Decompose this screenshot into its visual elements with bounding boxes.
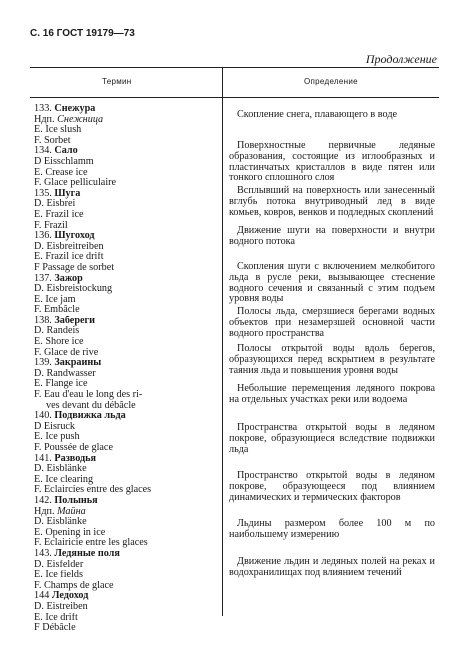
term-title: Ледоход (51, 591, 89, 602)
definition (229, 307, 435, 339)
language-prefix: E. (34, 337, 43, 348)
language-prefix: E. (34, 474, 43, 485)
term-variant: Ice drift (45, 612, 78, 623)
term-translation (34, 242, 220, 253)
definition-text: Всплывший на поверхность или занесенный вглубь потока внутриводный лед в виде комьев, ковров, венков и подледных скоплений (229, 185, 435, 218)
term-number: 135. (34, 188, 52, 199)
term-variant: Embâcle (43, 305, 80, 316)
language-prefix: F. (34, 390, 42, 401)
definition (229, 557, 435, 579)
continuation-label: Продолжение (365, 52, 437, 66)
language-prefix: D (34, 156, 42, 167)
term-number: 142. (34, 495, 52, 506)
term-translation (34, 528, 220, 539)
definition (229, 141, 435, 184)
term-title: Сало (54, 146, 78, 157)
term-title: Шугоход (54, 231, 95, 242)
definition (229, 262, 435, 305)
definition-text: Движение льдин и ледяных полей на реках и водохранилищах под влиянием течений (229, 556, 435, 578)
language-prefix: D. (34, 517, 44, 528)
term-translation (34, 178, 220, 189)
term-heading (34, 496, 220, 507)
term-number: 139. (34, 358, 52, 369)
term-variant: Eisbreistockung (46, 284, 113, 295)
term-variant: Eclaircies entre des glaces (43, 485, 152, 496)
term-variant: Ice slush (45, 125, 82, 136)
definition (229, 110, 435, 121)
term-number: 134. (34, 146, 52, 157)
language-prefix: E. (34, 294, 43, 305)
term-number: 143. (34, 548, 52, 559)
term-translation (34, 485, 220, 496)
definition-text: Полосы открытой воды вдоль берегов, образующихся перед вскрытием в результате таяния льда и повышения уровня воды (229, 343, 435, 376)
language-prefix: D. (34, 326, 44, 337)
term-translation (34, 263, 220, 274)
language-prefix: D. (34, 464, 44, 475)
language-prefix: D. (34, 559, 44, 570)
term-title: Полынья (54, 495, 98, 506)
language-prefix: F. (34, 538, 42, 549)
term-heading (34, 591, 220, 602)
term-variant: Ice fields (45, 570, 83, 581)
term-number: 140. (34, 411, 52, 422)
term-heading (34, 231, 220, 242)
language-prefix: E. (34, 209, 43, 220)
term-variant: Passage de sorbet (42, 262, 115, 273)
term-variant: Снежница (57, 114, 104, 125)
page-header: С. 16 ГОСТ 19179—73 (30, 28, 135, 39)
term-variant: Poussée de glace (43, 443, 113, 453)
term-variant: Eistreiben (46, 601, 88, 612)
term-variant: Eisblänke (46, 464, 87, 475)
term-translation (34, 136, 220, 147)
term-translation (34, 252, 220, 263)
term-translation (34, 369, 220, 380)
term-variant: Майна (57, 506, 86, 517)
term-variant: Eisfelder (46, 559, 84, 570)
language-prefix: D. (34, 368, 44, 379)
term-variant: Crease ice (45, 167, 88, 178)
term-variant: Eisbreitreiben (46, 241, 104, 252)
definition (229, 384, 435, 406)
definition-text: Поверхностные первичные ледяные образования, состоящие из иглообразных и пластинчатых кристаллов в виде пятен или тонкого сплошного слоя (229, 140, 435, 184)
term-translation (34, 475, 220, 486)
language-prefix: E. (34, 379, 43, 390)
definition-text: Скопления шуги с включением мелкобитого льда в русле реки, вызывающее стеснение водного сечения и связанный с этим подъем уровня воды (229, 261, 435, 305)
term-translation (34, 560, 220, 571)
term-variant: Eisschlamm (43, 156, 94, 167)
definition-text: Небольшие перемещения ледяного покрова на отдельных участках реки или водоема (229, 383, 435, 405)
language-prefix: E. (34, 125, 43, 136)
term-heading (34, 274, 220, 285)
table-header-rule (30, 97, 439, 98)
term-number: 138. (34, 315, 52, 326)
term-variant: Eau d'eau le long des ri- (43, 390, 143, 401)
term-translation (34, 157, 220, 168)
definition (229, 423, 435, 455)
term-variant: Frazil (43, 220, 68, 231)
language-prefix: F. (34, 485, 42, 496)
term-variant: Frazil ice drift (45, 252, 104, 263)
language-prefix: E. (34, 252, 43, 263)
column-header-term: Термин (102, 77, 132, 86)
term-variant: Opening in ice (45, 527, 106, 538)
term-translation (34, 443, 220, 454)
definition-text: Льдины размером более 100 м по наибольшему измерению (229, 518, 435, 540)
term-heading (34, 316, 220, 327)
language-prefix: F. (34, 580, 42, 591)
term-heading (34, 358, 220, 369)
term-translation (34, 125, 220, 136)
term-variant: Ice jam (45, 294, 76, 305)
term-title: Снежура (54, 104, 96, 114)
term-variant: Randeis (46, 326, 80, 337)
term-translation (34, 517, 220, 528)
language-prefix: F. (34, 347, 42, 358)
term-heading (34, 411, 220, 422)
term-variant: Débâcle (42, 623, 76, 634)
term-title: Шуга (54, 188, 81, 199)
term-title: Зажор (54, 273, 83, 284)
term-variant: Eclairicie entre les glaces (43, 538, 148, 549)
term-variant: Champs de glace (43, 580, 114, 591)
definition-text: Полосы льда, смерзшиеся берегами водных объектов при незамерзшей основной части водного пространства (229, 306, 435, 339)
term-translation (34, 538, 220, 549)
term-translation (34, 295, 220, 306)
term-variant: Ice clearing (45, 474, 94, 485)
term-variant: Frazil ice (45, 209, 84, 220)
language-prefix: F. (34, 443, 42, 453)
term-title: Забереги (54, 315, 96, 326)
term-translation (34, 221, 220, 232)
term-variant: Eisblänke (46, 517, 87, 528)
term-variant: Randwasser (46, 368, 96, 379)
term-translation (34, 602, 220, 613)
term-translation (34, 432, 220, 443)
definition (229, 186, 435, 218)
language-prefix: F (34, 262, 40, 273)
term-title: Разводья (54, 453, 97, 464)
term-translation (34, 210, 220, 221)
term-number: 137. (34, 273, 52, 284)
term-translation (34, 507, 220, 518)
term-translation (34, 337, 220, 348)
term-variant: Flange ice (45, 379, 88, 390)
term-translation (34, 348, 220, 359)
column-divider (222, 68, 223, 616)
language-prefix: E. (34, 432, 43, 443)
definition-text: Скопление снега, плавающего в воде (237, 109, 398, 120)
term-heading (34, 104, 220, 115)
definition-text: Пространство открытой воды в ледяном покрове, образующееся под влиянием динамических и термических факторов (229, 470, 435, 503)
definition (229, 471, 435, 503)
term-translation (34, 390, 220, 401)
term-translation (34, 379, 220, 390)
language-prefix: Ндп. (34, 506, 55, 517)
term-variant: Glace de rive (43, 347, 99, 358)
definition-text: Пространства открытой воды в ледяном покрове, образующиеся вследствие подвижки льда (229, 422, 435, 455)
term-variant: Sorbet (43, 135, 71, 146)
term-title: Закраины (54, 358, 102, 369)
term-translation (34, 613, 220, 624)
definition (229, 344, 435, 376)
language-prefix: D. (34, 241, 44, 252)
term-continuation: ves devant du débâcle (46, 400, 136, 411)
term-heading (34, 189, 220, 200)
language-prefix: E. (34, 527, 43, 538)
term-variant: Eisbrei (46, 199, 76, 210)
term-number: 141. (34, 453, 52, 464)
term-variant: Eisruck (43, 421, 76, 432)
term-variant: Ice push (45, 432, 80, 443)
term-heading (34, 454, 220, 465)
language-prefix: D. (34, 199, 44, 210)
column-header-definition: Определение (304, 77, 358, 86)
language-prefix: D (34, 421, 42, 432)
term-translation (34, 115, 220, 126)
language-prefix: F. (34, 305, 42, 316)
language-prefix: D. (34, 284, 44, 295)
language-prefix: E. (34, 612, 43, 623)
term-title: Подвижка льда (54, 411, 126, 422)
term-translation (34, 284, 220, 295)
language-prefix: F. (34, 220, 42, 231)
term-translation (34, 623, 220, 634)
definition (229, 226, 435, 248)
term-variant: Shore ice (45, 337, 84, 348)
language-prefix: E. (34, 167, 43, 178)
term-title: Ледяные поля (54, 548, 120, 559)
language-prefix: F (34, 623, 40, 634)
term-translation (34, 570, 220, 581)
term-heading (34, 549, 220, 560)
term-translation (34, 581, 220, 592)
language-prefix: E. (34, 570, 43, 581)
table-top-rule (30, 67, 439, 68)
term-translation (34, 305, 220, 316)
language-prefix: F. (34, 135, 42, 146)
terms-column (34, 104, 220, 634)
term-number: 144 (34, 591, 50, 602)
term-translation (34, 422, 220, 433)
term-translation (34, 168, 220, 179)
term-number: 136. (34, 231, 52, 242)
term-variant: Glace pelliculaire (43, 178, 117, 189)
language-prefix: D. (34, 601, 44, 612)
language-prefix: F. (34, 178, 42, 189)
definition (229, 519, 435, 541)
term-number: 133. (34, 104, 52, 114)
term-heading (34, 146, 220, 157)
term-translation (34, 199, 220, 210)
definition-text: Движение шуги на поверхности и внутри водного потока (229, 225, 435, 247)
term-translation (34, 464, 220, 475)
language-prefix: Ндп. (34, 114, 55, 125)
term-translation (34, 326, 220, 337)
